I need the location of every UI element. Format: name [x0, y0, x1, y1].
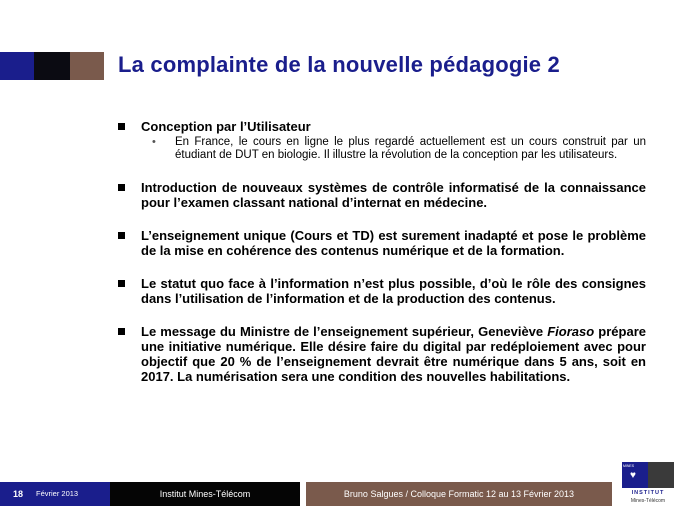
header-square-black [34, 52, 70, 80]
logo-telecom-text: TELECOM [676, 470, 698, 475]
bullet-3 [118, 228, 646, 258]
bullet-1 [118, 119, 646, 134]
slide-title: La complainte de la nouvelle pédagogie 2 [118, 52, 560, 77]
sub-bullet-1 [152, 136, 646, 162]
header-square-blue [0, 52, 34, 80]
square-bullet-icon [118, 232, 125, 239]
bullet-2-text: Introduction de nouveaux systèmes de contrôle informatisé de la connaissance pour l’examen classant national d’internat en médecine. [141, 180, 646, 210]
bullet-5-text-a: Le message du Ministre de l’enseignement supérieur, Geneviève [141, 324, 548, 339]
footer-slide-number: 18 [0, 482, 36, 506]
sub-bullet-1-text: En France, le cours en ligne le plus regardé actuellement est un cours construit par un étudiant de DUT en biologie. Il illustre la révolution de la conception par les utilisateurs. [175, 136, 646, 161]
logo-block-blue [622, 462, 648, 488]
institut-mines-telecom-logo [622, 462, 698, 510]
logo-block-grey [648, 462, 698, 488]
header-square-brown [70, 52, 104, 80]
heart-icon: ♥ [630, 470, 636, 481]
bullet-3-text: L’enseignement unique (Cours et TD) est surement inadapté et pose le problème de la mise en cohérence des contenus numérique et de la formation. [141, 228, 646, 258]
footer-date: Février 2013 [36, 482, 110, 506]
square-bullet-icon [118, 280, 125, 287]
square-bullet-icon [118, 184, 125, 191]
logo-mines-telecom-text: Mines-Télécom [630, 498, 666, 504]
bullet-5 [118, 324, 646, 384]
bullet-5-text-italic: Fioraso [547, 324, 595, 339]
bullet-1-text: Conception par l’Utilisateur [141, 119, 311, 134]
footer-author-event: Bruno Salgues / Colloque Formatic 12 au 13 Février 2013 [306, 482, 612, 506]
square-bullet-icon [118, 328, 125, 335]
bullet-5-text-b: prépare une initiative numérique. Elle désire faire du digital par redéploiement avec pour objectif que 20 % de l’enseignement devrait être numérique dans 5 ans, soit en 2017. La numérisation sera une condition des nouvelles habilitations. [141, 324, 646, 384]
bullet-4 [118, 276, 646, 306]
dot-bullet-icon: • [152, 136, 156, 148]
bullet-2 [118, 180, 646, 210]
logo-institut-text: INSTITUT [631, 490, 665, 496]
logo-mines-text: MINES [623, 464, 635, 468]
footer-institution: Institut Mines-Télécom [110, 482, 300, 506]
slide-content [118, 119, 646, 384]
bullet-4-text: Le statut quo face à l’information n’est plus possible, d’où le rôle des consignes dans l’utilisation de l’information et de la production des contenus. [141, 276, 646, 306]
square-bullet-icon [118, 123, 125, 130]
